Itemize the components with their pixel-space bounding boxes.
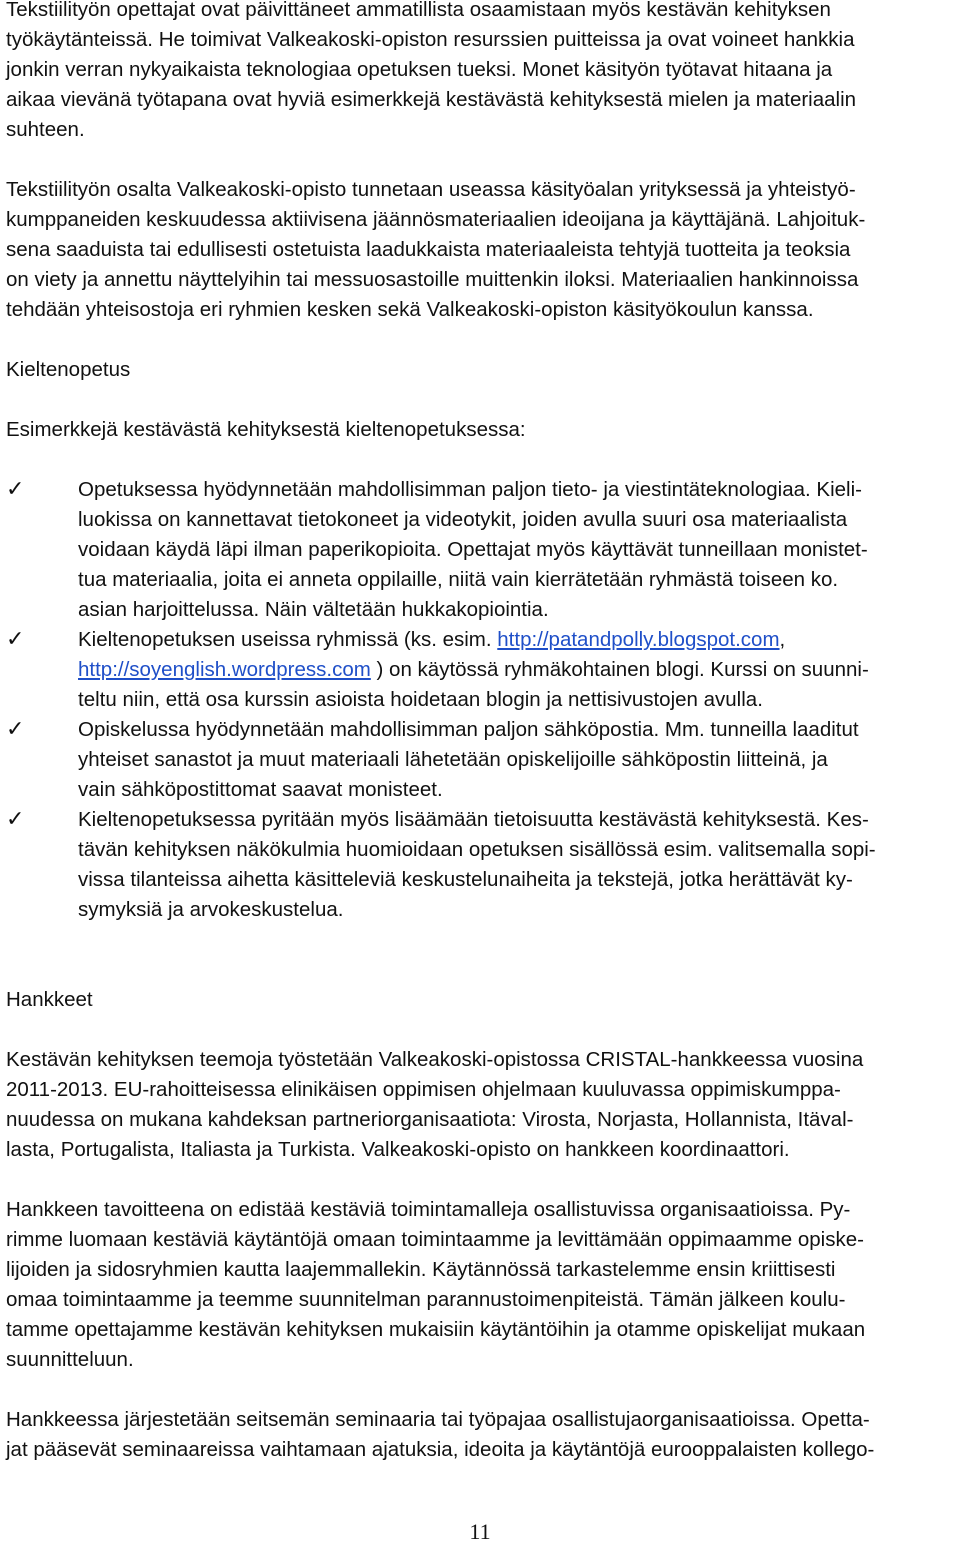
bullet1-line-1: Opetuksessa hyödynnetään mahdollisimman paljon tieto- ja viestintäteknologiaa. Kieli- bbox=[78, 478, 862, 501]
blog-link-patandpolly[interactable]: http://patandpolly.blogspot.com bbox=[497, 628, 780, 651]
checkmark-icon: ✓ bbox=[6, 627, 25, 652]
intro-line-1: Tekstiilityön opettajat ovat päivittäneet ammatillista osaamistaan myös kestävän kehityksen bbox=[6, 0, 831, 21]
textile-line-5: tehdään yhteisostoja eri ryhmien kesken sekä Valkeakoski-opiston käsityökoulun kanssa. bbox=[6, 298, 814, 321]
checkmark-icon: ✓ bbox=[6, 807, 25, 832]
bullet1-line-3: voidaan käydä läpi ilman paperikopioita. Opettajat myös käyttävät tunneillaan monistet- bbox=[78, 538, 868, 561]
intro-line-5: suhteen. bbox=[6, 118, 85, 141]
bullet1-line-5: asian harjoittelussa. Näin vältetään hukkakopiointia. bbox=[78, 598, 549, 621]
projects-p1-line-1: Kestävän kehityksen teemoja työstetään Valkeakoski-opistossa CRISTAL-hankkeessa vuosina bbox=[6, 1048, 864, 1071]
blog-link-soyenglish[interactable]: http://soyenglish.wordpress.com bbox=[78, 658, 371, 681]
intro-line-4: aikaa vievänä työtapana ovat hyviä esimerkkejä kestävästä kehityksestä mielen ja materiaalin bbox=[6, 88, 857, 111]
intro-line-3: jonkin verran nykyaikaista teknologiaa opetuksen tueksi. Monet käsityön työtavat hitaana ja bbox=[6, 58, 833, 81]
checkmark-icon: ✓ bbox=[6, 477, 25, 502]
intro-line-2: työkäytänteissä. He toimivat Valkeakoski-opiston resurssien puitteissa ja ovat voineet hankkia bbox=[6, 28, 855, 51]
bullet3-line-3: vain sähköpostittomat saavat monisteet. bbox=[78, 778, 443, 801]
bullet2-prefix: Kieltenopetuksen useissa ryhmissä (ks. esim. bbox=[78, 628, 498, 651]
bullet1-line-2: luokissa on kannettavat tietokoneet ja videotykit, joiden avulla suuri osa materiaalista bbox=[78, 508, 848, 531]
bullet4-line-4: symyksiä ja arvokeskustelua. bbox=[78, 898, 344, 921]
bullet4-line-2: tävän kehityksen näkökulmia huomioidaan opetuksen sisällössä esim. valitsemalla sopi- bbox=[78, 838, 876, 861]
bullet2-comma: , bbox=[779, 628, 786, 651]
bullet2-line2-text: ) on käytössä ryhmäkohtainen blogi. Kurssi on suunni- bbox=[370, 658, 869, 681]
projects-p3-line-1: Hankkeessa järjestetään seitsemän seminaaria tai työpajaa osallistujaorganisaatioissa. Opetta- bbox=[6, 1408, 870, 1431]
projects-p3-line-2: jat pääsevät seminaareissa vaihtamaan ajatuksia, ideoita ja käytäntöjä eurooppalaisten kollego- bbox=[6, 1438, 875, 1461]
language-subheading: Esimerkkejä kestävästä kehityksestä kieltenopetuksessa: bbox=[6, 418, 526, 441]
projects-p1-line-2: 2011-2013. EU-rahoitteisessa elinikäisen oppimisen ohjelmaan kuuluvassa oppimiskumppa- bbox=[6, 1078, 841, 1101]
bullet4-line-1: Kieltenopetuksessa pyritään myös lisäämään tietoisuutta kestävästä kehityksestä. Kes- bbox=[78, 808, 869, 831]
bullet2-line-2 bbox=[78, 655, 869, 685]
projects-p1-line-4: lasta, Portugalista, Italiasta ja Turkista. Valkeakoski-opisto on hankkeen koordinaattori. bbox=[6, 1138, 790, 1161]
textile-line-4: on viety ja annettu näyttelyihin tai messuosastoille muittenkin iloksi. Materiaalien hankinnoissa bbox=[6, 268, 859, 291]
checkmark-icon: ✓ bbox=[6, 717, 25, 742]
projects-p2-line-3: lijoiden ja sidosryhmien kautta laajemmallekin. Käytännössä tarkastelemme ensin kriittisesti bbox=[6, 1258, 836, 1281]
section-heading-language: Kieltenopetus bbox=[6, 358, 131, 381]
projects-p2-line-2: rimme luomaan kestäviä käytäntöjä omaan toimintaamme ja levittämään oppimaamme opiske- bbox=[6, 1228, 864, 1251]
projects-p2-line-4: omaa toimintaamme ja teemme suunnitelman parannustoimenpiteistä. Tämän jälkeen koulu- bbox=[6, 1288, 846, 1311]
bullet2-line-1 bbox=[78, 625, 785, 655]
page-number: 11 bbox=[469, 1519, 491, 1544]
bullet3-line-2: yhteiset sanastot ja muut materiaali lähetetään opiskelijoille sähköpostin liitteinä, ja bbox=[78, 748, 828, 771]
bullet3-line-1: Opiskelussa hyödynnetään mahdollisimman paljon sähköpostia. Mm. tunneilla laaditut bbox=[78, 718, 859, 741]
bullet1-line-4: tua materiaalia, joita ei anneta oppilaille, niitä vain kierrätetään ryhmästä toiseen ko. bbox=[78, 568, 839, 591]
projects-p1-line-3: nuudessa on mukana kahdeksan partneriorganisaatiota: Virosta, Norjasta, Hollannista, Itäval- bbox=[6, 1108, 854, 1131]
bullet2-line-3: teltu niin, että osa kurssin asioista hoidetaan blogin ja nettisivustojen avulla. bbox=[78, 688, 763, 711]
projects-p2-line-1: Hankkeen tavoitteena on edistää kestäviä toimintamalleja osallistuvissa organisaatioissa. Py- bbox=[6, 1198, 851, 1221]
textile-line-3: sena saaduista tai edullisesti ostetuista laadukkaista materiaaleista tehtyjä tuotteita ja teoksia bbox=[6, 238, 851, 261]
projects-p2-line-5: tamme opettajamme kestävän kehityksen mukaisiin käytäntöihin ja otamme opiskelijat mukaan bbox=[6, 1318, 866, 1341]
textile-line-1: Tekstiilityön osalta Valkeakoski-opisto tunnetaan useassa käsityöalan yrityksessä ja yhteistyö- bbox=[6, 178, 856, 201]
textile-line-2: kumppaneiden keskuudessa aktiivisena jäännösmateriaalien ideoijana ja käyttäjänä. Lahjoituk- bbox=[6, 208, 866, 231]
bullet4-line-3: vissa tilanteissa aihetta käsitteleviä keskustelunaiheita ja tekstejä, jotka herättävät ky- bbox=[78, 868, 853, 891]
section-heading-projects: Hankkeet bbox=[6, 988, 93, 1011]
projects-p2-line-6: suunnitteluun. bbox=[6, 1348, 134, 1371]
